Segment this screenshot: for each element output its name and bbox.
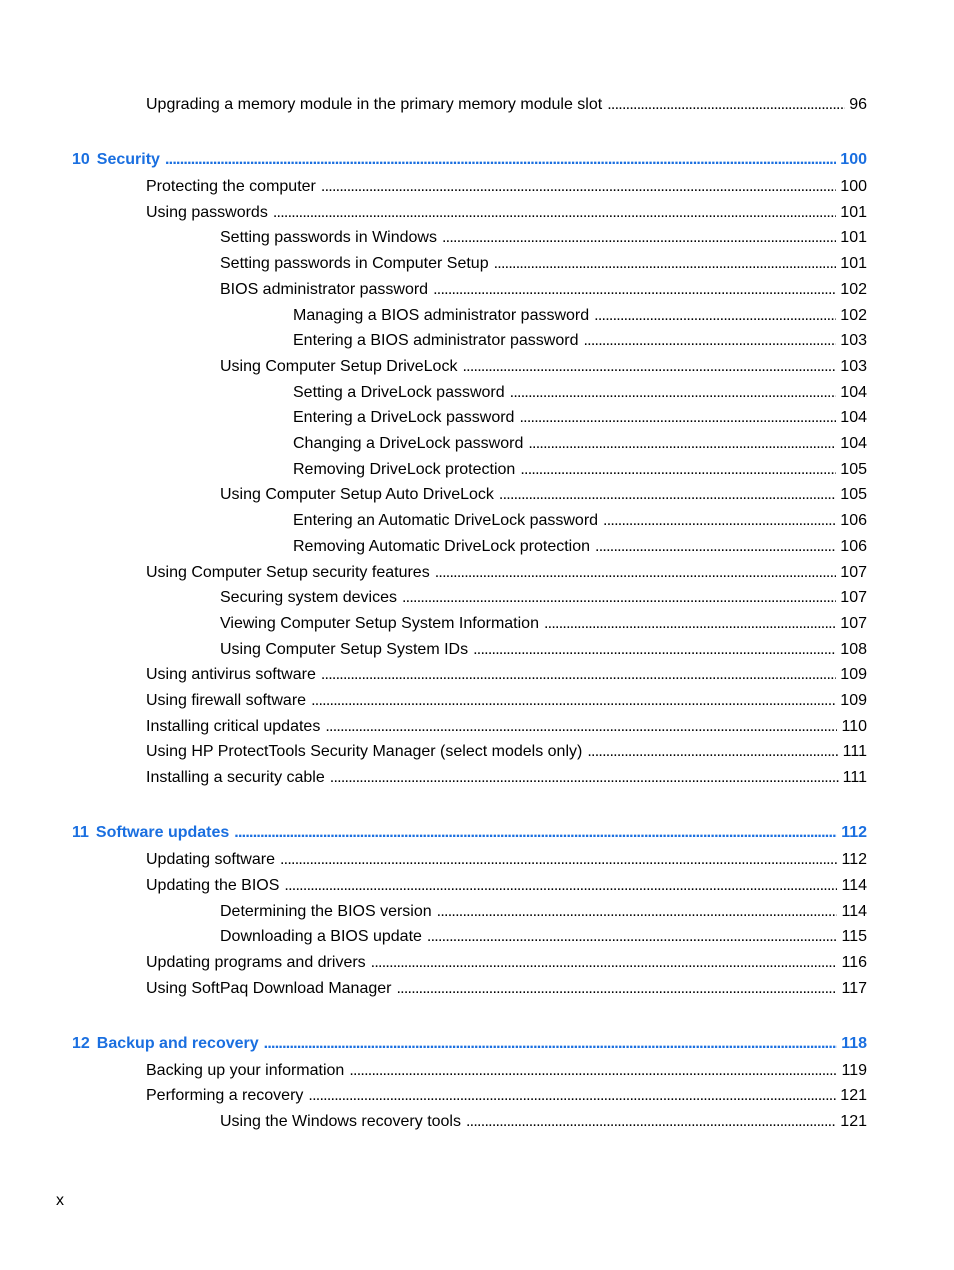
toc-entry-title: Using Computer Setup System IDs [220,640,469,658]
dot-leader [510,383,837,403]
toc-entry-title: Setting passwords in Computer Setup [220,255,489,273]
toc-entry-link[interactable] [146,1061,867,1081]
toc-page-number: 117 [841,979,867,997]
toc-page-number: 107 [840,614,867,632]
toc-page-number: 112 [841,851,867,869]
dot-leader [528,434,836,454]
toc-entry-link[interactable] [220,902,867,922]
toc-entry-title: Setting passwords in Windows [220,229,437,247]
dot-leader [264,1034,838,1054]
toc-entry-title: Using the Windows recovery tools [220,1113,461,1130]
dot-leader [284,876,837,896]
toc-entry-link[interactable] [146,979,867,999]
toc-entry-link[interactable] [293,460,867,480]
toc-page-number: 111 [842,769,867,787]
toc-chapter-link[interactable] [72,150,867,170]
dot-leader [234,823,837,843]
toc-page-number: 103 [840,357,867,375]
dot-leader [494,254,837,274]
toc-entry-title: Entering a BIOS administrator password [293,332,579,350]
toc-entry-title: BIOS administrator password [220,280,429,298]
toc-entry-link[interactable] [220,1112,867,1132]
toc-page-number: 101 [840,203,867,221]
toc-page-number: 112 [841,824,867,842]
dot-leader [321,665,836,685]
toc-entry-title: Performing a recovery [146,1087,304,1105]
toc-page-number: 104 [840,383,867,401]
toc-entry-title: Using firewall software [146,692,307,709]
toc-entry-link[interactable] [220,588,867,608]
toc-entry-title: Determining the BIOS version [220,902,432,920]
toc-page-number: 105 [840,486,867,504]
dot-leader [402,588,836,608]
toc-entry-link[interactable] [220,485,867,505]
toc-page-number: 111 [842,743,867,761]
dot-leader [433,280,836,300]
dot-leader [325,717,837,737]
dot-leader [280,850,838,870]
dot-leader [427,927,838,947]
dot-leader [396,979,837,999]
chapter-number: 10 [72,151,90,168]
toc-entry-title: Removing Automatic DriveLock protection [293,537,591,555]
toc-entry-title: Entering an Automatic DriveLock password [293,512,599,530]
toc-chapter-link[interactable] [72,1034,867,1054]
toc-page-number: 102 [840,280,867,298]
dot-leader [371,953,838,973]
toc-entry-title: Using HP ProtectTools Security Manager (select models only) [146,743,583,761]
toc-entry-link[interactable] [146,691,867,711]
toc-entry-title: Removing DriveLock protection [293,460,516,478]
toc-page-number: 101 [840,229,867,247]
dot-leader [462,357,836,377]
toc-entry-title: Security [96,151,160,168]
toc-entry-link[interactable] [220,640,867,660]
dot-leader [349,1061,837,1081]
toc-page-number: 115 [841,928,867,946]
toc-entry-link[interactable] [146,876,867,896]
dot-leader [330,768,839,788]
toc-page-number: 118 [841,1034,867,1052]
toc-page-number: 104 [840,409,867,427]
toc-entry-link[interactable] [293,383,867,403]
toc-entry-link[interactable] [293,511,867,531]
toc-page-number: 100 [840,151,867,168]
toc-entry-link[interactable] [220,357,867,377]
toc-entry-title: Using Computer Setup security features [146,563,430,581]
toc-page-number: 110 [841,717,867,735]
dot-leader [544,614,836,634]
toc-page-number: 106 [840,512,867,530]
dot-leader [519,408,836,428]
toc-page-number: 119 [841,1061,867,1079]
dot-leader [437,902,838,922]
toc-page-number: 121 [840,1087,867,1105]
toc-entry-link[interactable] [293,306,867,326]
toc-page-number: 106 [840,537,867,555]
toc-page-number: 100 [840,178,867,195]
toc-entry-title: Setting a DriveLock password [293,383,505,401]
toc-entry-link[interactable] [220,614,867,634]
toc-entry-title: Updating the BIOS [146,876,280,894]
toc-entry-link[interactable] [146,717,867,737]
toc-entry-title: Updating software [146,851,275,869]
toc-entry-link[interactable] [146,563,867,583]
toc-entry-link[interactable] [146,1086,867,1106]
toc-entry-link[interactable] [146,850,867,870]
toc-entry-link[interactable] [293,331,867,351]
toc-page-number: 121 [840,1113,867,1130]
dot-leader [583,331,836,351]
chapter-number: 12 [72,1034,90,1052]
dot-leader [466,1112,836,1132]
toc-entry-link[interactable] [146,95,867,115]
toc-entry-title: Using SoftPaq Download Manager [146,979,392,997]
chapter-number: 11 [72,824,89,842]
toc-entry-link[interactable] [146,953,867,973]
toc-entry-title: Backing up your information [146,1061,345,1079]
toc-page-number: 104 [840,435,867,452]
toc-entry-link[interactable] [293,408,867,428]
toc-entry-link[interactable] [220,927,867,947]
toc-entry-title: Protecting the computer [146,178,316,195]
dot-leader [603,511,836,531]
toc-page-number: 109 [840,666,867,684]
toc-entry-title: Using Computer Setup Auto DriveLock [220,486,494,504]
toc-page-number: 109 [840,692,867,709]
toc-entry-title: Software updates [95,824,230,842]
toc-entry-link[interactable] [220,254,867,274]
toc-page-number: 108 [840,640,867,658]
dot-leader [435,563,837,583]
dot-leader [273,203,836,223]
toc-page-number: 107 [840,589,867,607]
toc-entry-link[interactable] [146,665,867,685]
toc-entry-title: Using antivirus software [146,666,316,684]
toc-chapter-link[interactable] [72,823,867,843]
dot-leader [587,742,838,762]
toc-entry-link[interactable] [220,228,867,248]
toc-page-number: 102 [840,306,867,324]
dot-leader [594,306,836,326]
dot-leader [165,150,836,170]
toc-page-number: 103 [840,332,867,350]
toc-entry-link[interactable] [146,742,867,762]
toc-entry-link[interactable] [146,768,867,788]
dot-leader [520,460,836,480]
toc-entry-title: Changing a DriveLock password [293,435,524,452]
toc-entry-link[interactable] [293,537,867,557]
toc-entry-title: Using Computer Setup DriveLock [220,357,458,375]
toc-entry-title: Entering a DriveLock password [293,409,515,427]
toc-page-number: 114 [841,876,867,894]
toc-entry-link[interactable] [146,177,867,197]
toc-entry-title: Securing system devices [220,589,397,607]
toc-entry-title: Using passwords [146,203,268,221]
dot-leader [308,1086,836,1106]
toc-entry-link[interactable] [293,434,867,454]
toc-page-number: 107 [840,563,867,581]
toc-entry-title: Backup and recovery [96,1034,259,1052]
toc-entry-link[interactable] [146,203,867,223]
toc-entry-title: Installing a security cable [146,769,325,787]
dot-leader [311,691,836,711]
page-number: x [56,1192,64,1209]
dot-leader [473,640,836,660]
toc-page-number: 101 [840,255,867,273]
toc-page-number: 96 [849,96,867,113]
dot-leader [321,177,836,197]
dot-leader [595,537,836,557]
toc-entry-title: Downloading a BIOS update [220,928,422,946]
toc-entry-title: Managing a BIOS administrator password [293,306,590,324]
toc-entry-title: Viewing Computer Setup System Information [220,614,539,632]
toc-page-number: 105 [840,460,867,478]
toc-page-number: 116 [841,953,867,971]
toc-page-number: 114 [841,902,867,920]
dot-leader [607,95,845,115]
dot-leader [442,228,836,248]
toc-entry-title: Upgrading a memory module in the primary memory module slot [146,96,603,113]
dot-leader [499,485,836,505]
toc-entry-title: Installing critical updates [146,717,321,735]
toc-entry-title: Updating programs and drivers [146,953,366,971]
toc-entry-link[interactable] [220,280,867,300]
